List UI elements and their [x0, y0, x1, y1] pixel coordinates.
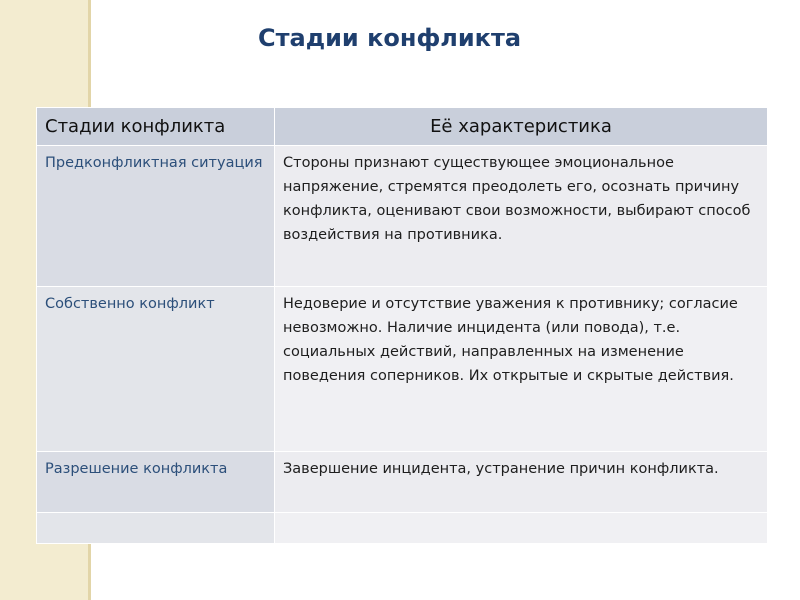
description-cell: Стороны признают существующее эмоциональное напряжение, стремятся преодолеть его, осознать причину конфликта, оценивают свои возможности, выбирают способ воздействия на противника.: [275, 146, 768, 287]
table-row: [37, 146, 768, 287]
column-header-description: Её характеристика: [275, 108, 768, 146]
description-cell: Недоверие и отсутствие уважения к противнику; согласие невозможно. Наличие инцидента (или повода), т.е. социальных действий, направленных на изменение поведения соперников. Их открытые и скрытые действия.: [275, 287, 768, 452]
stages-table: [36, 107, 768, 544]
table-row: [37, 452, 768, 513]
description-cell: Завершение инцидента, устранение причин конфликта.: [275, 452, 768, 513]
table-row: [37, 287, 768, 452]
stage-cell: [37, 513, 275, 544]
stage-cell: Собственно конфликт: [37, 287, 275, 452]
table-row: [37, 513, 768, 544]
stage-cell: Предконфликтная ситуация: [37, 146, 275, 287]
table-header-row: [37, 108, 768, 146]
stage-cell: Разрешение конфликта: [37, 452, 275, 513]
slide-title: Стадии конфликта: [258, 24, 522, 52]
column-header-stage: Стадии конфликта: [37, 108, 275, 146]
description-cell: [275, 513, 768, 544]
